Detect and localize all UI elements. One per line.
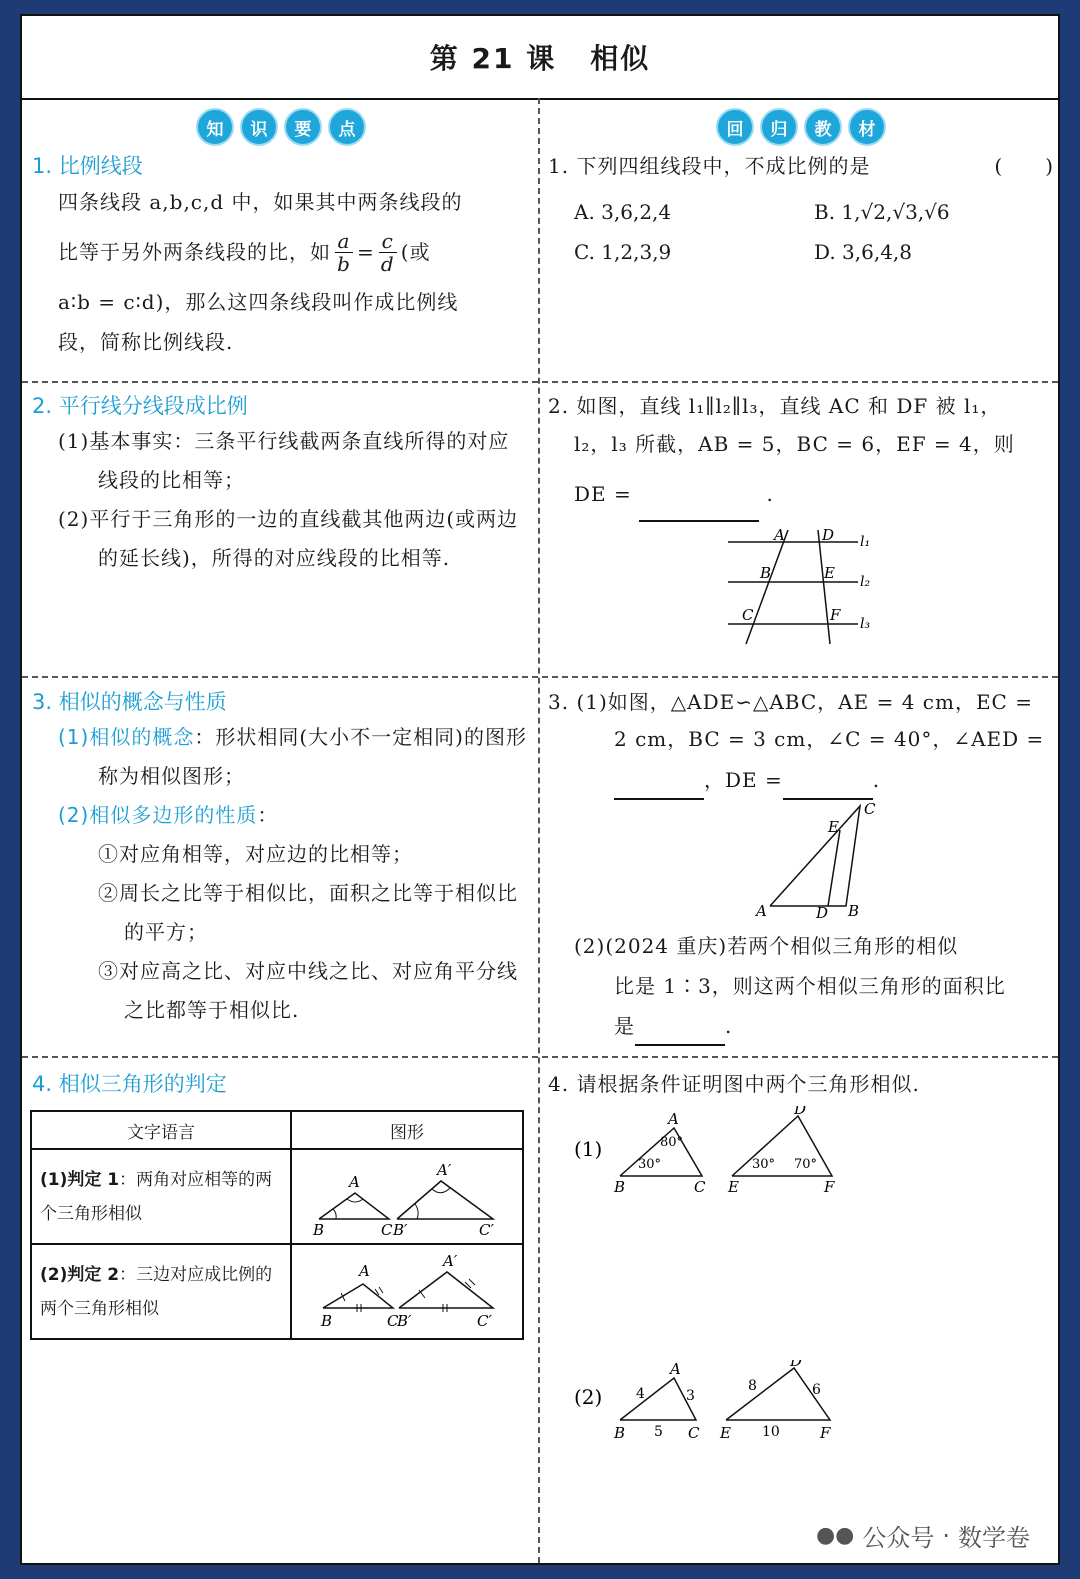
q4-part2-figure [548,1360,1054,1460]
criterion-1-figure [293,1151,521,1237]
svg-text:A: A [774,526,785,544]
answer-blank [639,496,759,522]
answer-blank [783,774,873,800]
svg-text:A: A [756,902,767,918]
option-d: D. 3,6,4,8 [814,240,913,264]
wechat-icon: ●● [815,1523,855,1548]
header-char: 识 [240,108,278,146]
section-title: 4. 相似三角形的判定 [32,1072,227,1096]
svg-text:30°: 30° [638,1157,662,1172]
knowledge-4 [32,1068,530,1100]
knowledge-header [32,108,530,146]
header-char: 材 [848,108,886,146]
q4-part1-figure [548,1106,1054,1206]
svg-text:C: C [688,1424,700,1442]
svg-text:A: A [668,1110,679,1128]
header-char: 要 [284,108,322,146]
section-title: 1. 比例线段 [32,154,143,178]
option-b: B. 1,√2,√3,√6 [814,200,950,224]
svg-text:F: F [824,1178,835,1196]
svg-text:C: C [387,1312,399,1330]
svg-text:B: B [614,1178,626,1196]
svg-text:C: C [381,1221,393,1237]
header-char: 教 [804,108,842,146]
section-title: 2. 平行线分线段成比例 [32,394,248,418]
svg-text:D: D [822,526,835,544]
knowledge-1: 1. 比例线段 四条线段 a,b,c,d 中，如果其中两条线段的 比等于另外两条线段的比，如 a b = c d (或 a∶b = c∶d)，那么这四条线段叫作成比例线 段，简称比例线段. [32,150,530,362]
svg-text:F: F [820,1424,831,1442]
worksheet-page [20,14,1060,1565]
knowledge-2: 2. 平行线分线段成比例 (1)基本事实：三条平行线截两条直线所得的对应线段的比相等； (2)平行于三角形的一边的直线截其他两边(或两边的延长线)，所得的对应线段的比相等. [32,390,530,578]
svg-text:B: B [321,1312,333,1330]
svg-text:B′: B′ [393,1221,408,1237]
column-divider [538,98,540,1563]
criteria-table: 文字语言 图形 (1)判定 1：两角对应相等的两个三角形相似 A B C B′ A′ C′ (2)判定 2：三边对应成比例的两个三角形相似 A B C B′ A′ C′ [30,1110,524,1340]
option-a: A. 3,6,2,4 [574,200,672,224]
similar-triangle-figure [548,800,1054,918]
row-divider [22,1056,1058,1058]
svg-text:l₂: l₂ [860,574,871,590]
svg-text:C: C [742,606,754,624]
svg-text:D: D [816,904,829,918]
question-4: 4. 请根据条件证明图中两个三角形相似. (1) A B C 80° 30° D E F 30° 70° (2) A B C 4 3 5 D E F 8 6 10 [548,1068,1054,1464]
question-2: 2. 如图，直线 l₁∥l₂∥l₃，直线 AC 和 DF 被 l₁， l₂，l₃ 所截，AB = 5，BC = 6，EF = 4，则 DE = . A D l₁ B E l₂ C F l₃ [548,390,1054,656]
svg-text:10: 10 [762,1424,780,1440]
question-3: 3. (1)如图，△ADE∽△ABC，AE = 4 cm，EC = 2 cm，BC = 3 cm，∠C = 40°，∠AED = ，DE = . A D B E C (2)(2024 重庆)若两个相似三角形的相似 比是 1∶3，则这两个相似三角形的面积比 是 . [548,686,1054,1046]
watermark: ●● 公众号 · 数学卷 [815,1521,1030,1552]
svg-text:D: D [794,1106,807,1118]
option-c: C. 1,2,3,9 [574,240,672,264]
parallel-lines-figure [548,522,1054,652]
header-char: 归 [760,108,798,146]
svg-text:6: 6 [812,1382,821,1398]
svg-text:80°: 80° [660,1135,684,1150]
answer-blank [614,774,704,800]
svg-text:D: D [790,1360,803,1370]
answer-blank [635,1020,725,1046]
svg-text:E: E [828,818,839,836]
svg-text:E: E [720,1424,731,1442]
svg-text:A: A [359,1262,370,1280]
svg-text:3: 3 [686,1388,695,1404]
svg-text:C′: C′ [477,1312,492,1330]
header-char: 回 [716,108,754,146]
criterion-2-figure [293,1246,521,1332]
knowledge-3: 3. 相似的概念与性质 (1)相似的概念：形状相同(大小不一定相同)的图形称为相似图形； (2)相似多边形的性质： ①对应角相等，对应边的比相等； ②周长之比等于相似比，面积之比等于相似比的平方； ③对应高之比、对应中线之比、对应角平分线之比都等于相似比. [32,686,530,1030]
row-divider [22,676,1058,678]
svg-text:B: B [313,1221,325,1237]
question-1: 1. 下列四组线段中，不成比例的是 ( ) A. 3,6,2,4 B. 1,√2,√3,√6 C. 1,2,3,9 D. 3,6,4,8 [548,150,1054,272]
header-char: 知 [196,108,234,146]
svg-text:C: C [694,1178,706,1196]
svg-text:F: F [830,606,841,624]
svg-text:C′: C′ [479,1221,494,1237]
svg-text:B: B [760,564,772,582]
svg-text:A′: A′ [437,1161,452,1179]
svg-text:B: B [614,1424,626,1442]
fraction-c-d: c d [379,230,397,275]
svg-text:E: E [824,564,835,582]
svg-text:A: A [670,1360,681,1378]
svg-text:5: 5 [654,1424,663,1440]
svg-text:B: B [848,902,860,918]
svg-text:8: 8 [748,1378,757,1394]
svg-text:70°: 70° [794,1157,818,1172]
svg-text:B′: B′ [397,1312,412,1330]
svg-text:4: 4 [636,1386,645,1402]
svg-text:A: A [349,1173,360,1191]
svg-text:30°: 30° [752,1157,776,1172]
svg-text:(1): (1) [574,1137,603,1161]
fraction-a-b: a b [335,230,353,275]
svg-text:(2): (2) [574,1385,603,1409]
svg-text:E: E [728,1178,739,1196]
row-divider [22,381,1058,383]
textbook-header [548,108,1054,146]
svg-text:l₃: l₃ [860,616,871,632]
svg-text:l₁: l₁ [860,534,871,550]
page-title: 第 21 课 相似 [22,16,1058,100]
svg-text:C: C [864,800,876,818]
svg-text:A′: A′ [443,1252,458,1270]
header-char: 点 [328,108,366,146]
section-title: 3. 相似的概念与性质 [32,690,227,714]
